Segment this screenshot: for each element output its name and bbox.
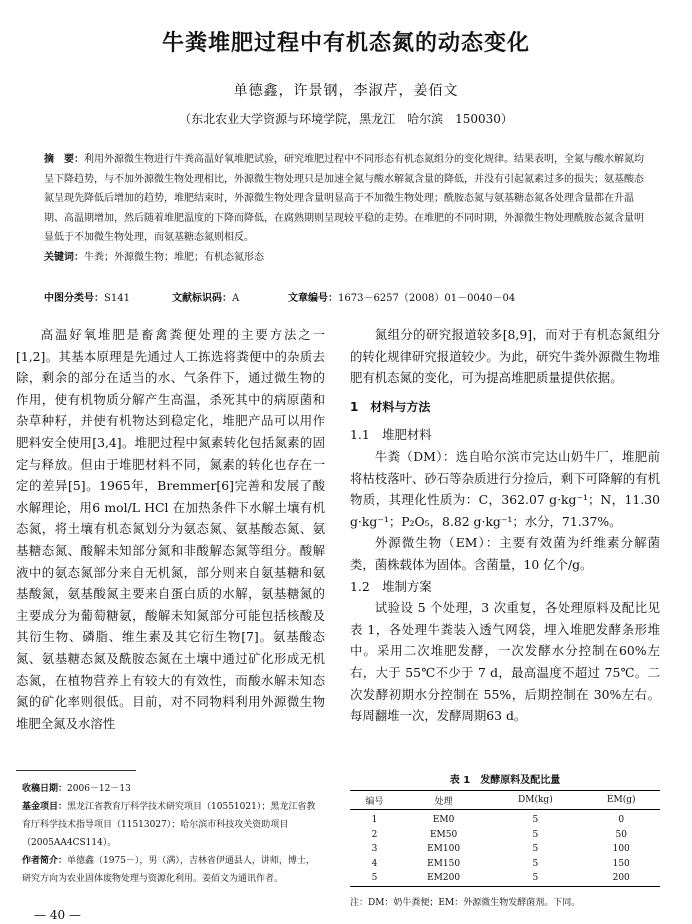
- article-meta: [44, 289, 648, 304]
- body-paragraph: 氮组分的研究报道较多[8,9]，而对于有机态氮组分的转化规律研究报道较少。为此，研究牛粪外源微生物堆肥有机态氮的变化，可为提高堆肥质量提供依据。: [350, 327, 660, 386]
- table-cell: 5: [532, 815, 539, 826]
- table-row: [350, 828, 660, 843]
- page-number: — 40 —: [34, 908, 81, 922]
- table-cell: EM100: [427, 844, 461, 855]
- clc-value: S141: [104, 293, 130, 304]
- table-cell: EM200: [399, 871, 488, 886]
- body-paragraph: 牛粪（DM）：选自哈尔滨市完达山奶牛厂，堆肥前将枯枝落叶、砂石等杂质进行分捡后，剩下可降解的有机物质，其理化性质为：C，362.07 g·kg⁻¹；N，11.30 g·kg⁻¹；P₂O₅，8.82 g·kg⁻¹；水分，71.37%。: [350, 448, 660, 529]
- table-cell: EM150: [427, 858, 461, 869]
- table-cell: 2: [371, 829, 378, 840]
- abstract-label: 摘 要：: [44, 154, 84, 165]
- table-cell: 5: [350, 871, 399, 886]
- table-header: DM(kg): [488, 791, 582, 810]
- table-row: [350, 871, 660, 886]
- footnotes: [22, 780, 322, 888]
- table-cell: 50: [615, 829, 627, 840]
- keywords-label: 关键词：: [44, 251, 84, 263]
- table-note: 注：DM：奶牛粪便；EM：外源微生物发酵菌剂。下同。: [350, 898, 581, 908]
- authors: 单德鑫，许景钢，李淑芹，姜佰文: [233, 83, 459, 99]
- table-cell: 3: [371, 844, 378, 855]
- table-cell: 100: [612, 844, 630, 855]
- footnote-divider: [16, 770, 136, 771]
- keywords-text: 牛粪；外源微生物；堆肥；有机态氮形态: [84, 251, 264, 263]
- received-date: 2006－12－13: [67, 784, 131, 794]
- article-no-label: 文章编号：: [288, 293, 338, 304]
- table-cell: 5: [532, 844, 539, 855]
- doc-code-value: A: [232, 293, 240, 304]
- table-row: [350, 810, 660, 828]
- author-bio-text: 单德鑫（1975－），男（满），吉林省伊通县人，讲师，博士，研究方向为农业固体废物处理与资源化利用。姜佰文为通讯作者。: [22, 856, 315, 884]
- right-column: [350, 324, 660, 727]
- table-cell: EM0: [432, 815, 455, 826]
- table-cell: 5: [532, 829, 539, 840]
- doc-code-label: 文献标识码：: [172, 293, 232, 304]
- table-cell: 0: [618, 815, 625, 826]
- table-cell: 200: [582, 871, 660, 886]
- abstract-text: 利用外源微生物进行牛粪高温好氧堆肥试验，研究堆肥过程中不同形态有机态氮组分的变化规律。结果表明，全氮与酸水解氮均呈下降趋势，与不加外源微生物处理相比，外源微生物处理只是加速全氮与酸水解氮含量的降低，并没有引起氮素过多的损失；氨基酸态氮呈现先降低后增加的趋势，堆肥结束时，外源微生物处理含量明显高于不加微生物处理；酰胺态氮与氨基糖态氮各处理含量都在升温期、高温期增加，然后随着堆肥温度的下降而降低，在腐熟期则呈现较平稳的走势。在堆肥的不同时期，外源微生物处理酰胺态氮含量明显低于不加微生物处理，而氨基糖态氮则相反。: [44, 154, 644, 243]
- section-heading: 1 材料与方法: [350, 399, 431, 414]
- fund-label: 基金项目：: [22, 802, 68, 812]
- table-row: [350, 857, 660, 872]
- table-cell: EM50: [429, 829, 458, 840]
- table-header: EM(g): [582, 791, 660, 810]
- subsection-heading: 1.1 堆肥材料: [350, 427, 432, 443]
- article-no-value: 1673－6257（2008）01－0040－04: [338, 293, 516, 304]
- abstract: [44, 150, 648, 267]
- author-bio-label: 作者简介：: [22, 856, 68, 866]
- table-cell: 150: [612, 858, 630, 869]
- left-column: [16, 324, 325, 734]
- table-cell: 5: [488, 871, 582, 886]
- body-paragraph: 高温好氧堆肥是畜禽粪便处理的主要方法之一[1,2]。其基本原理是先通过人工拣选将粪便中的杂质去除，剩余的部分在适当的水、气条件下，通过微生物的作用，使有机物质分解产生高温，杀死其中的病原菌和杂草种籽，并使有机物达到稳定化，堆肥产品可以用作肥料安全使用[3,4]。堆肥过程中氮素转化包括氮素的固定与释放。但由于堆肥材料不同，氮素的转化也存在一定的差异[5]。1965年，Bremmer[6]完善和发展了酸水解理论，用6 mol/L HCl 在加热条件下水解土壤有机态氮，将土壤有机态氮划分为氨态氮、氨基酸态氮、氨基糖态氮、酸解未知部分氮和非酸解态氮等组分。酸解液中的氨态氮部分来自无机氮，部分则来自氨基糖和氨基酸氮，氨基酸氮主要来自蛋白质的水解，氨基糖氮的主要成分为葡萄糖氨，酸解未知氮部分可能包括核酸及其衍生物、磷脂、维生素及其它衍生物[7]。氨基酸态氮、氨基糖态氮及酰胺态氮在土壤中通过矿化形成无机态氮，在植物营养上有较大的有效性，而酸水解未知态氮的矿化率则很低。目前，对不同物料利用外源微生物堆肥全氮及水溶性: [16, 327, 325, 731]
- table-header: 编号: [350, 791, 399, 810]
- table-caption: 表 1 发酵原料及配比量: [449, 775, 561, 786]
- clc-label: 中图分类号：: [44, 293, 104, 304]
- affiliation: （东北农业大学资源与环境学院，黑龙江 哈尔滨 150030）: [179, 112, 513, 126]
- materials-table: [350, 790, 660, 887]
- table-cell: 1: [371, 815, 378, 826]
- page-title: 牛粪堆肥过程中有机态氮的动态变化: [161, 31, 530, 56]
- table-header: 处理: [399, 791, 488, 810]
- received-label: 收稿日期：: [22, 784, 68, 794]
- table-cell: 5: [532, 858, 539, 869]
- subsection-heading: 1.2 堆制方案: [350, 578, 432, 594]
- body-paragraph: 试验设 5 个处理，3 次重复，各处理原料及配比见表 1，各处理牛粪装入透气网袋，埋入堆肥发酵条形堆中。采用二次堆肥发酵，一次发酵水分控制在60%左右，大于 55℃不少于 7 d，最高温度不超过 75℃。二次发酵初期水分控制在 55%，后期控制在 30%左右。每周翻堆一次，发酵周期63 d。: [350, 600, 660, 724]
- table-row: [350, 842, 660, 857]
- body-paragraph: 外源微生物（EM）：主要有效菌为纤维素分解菌类，菌株载体为固体。含菌量，10 亿个/g。: [350, 535, 660, 572]
- fund-text: 黑龙江省教育厅科学技术研究项目（10551021）；黑龙江省教育厅科学技术指导项目（11513027）；哈尔滨市科技攻关资助项目（2005AA4CS114）。: [22, 802, 316, 848]
- table-cell: 4: [371, 858, 378, 869]
